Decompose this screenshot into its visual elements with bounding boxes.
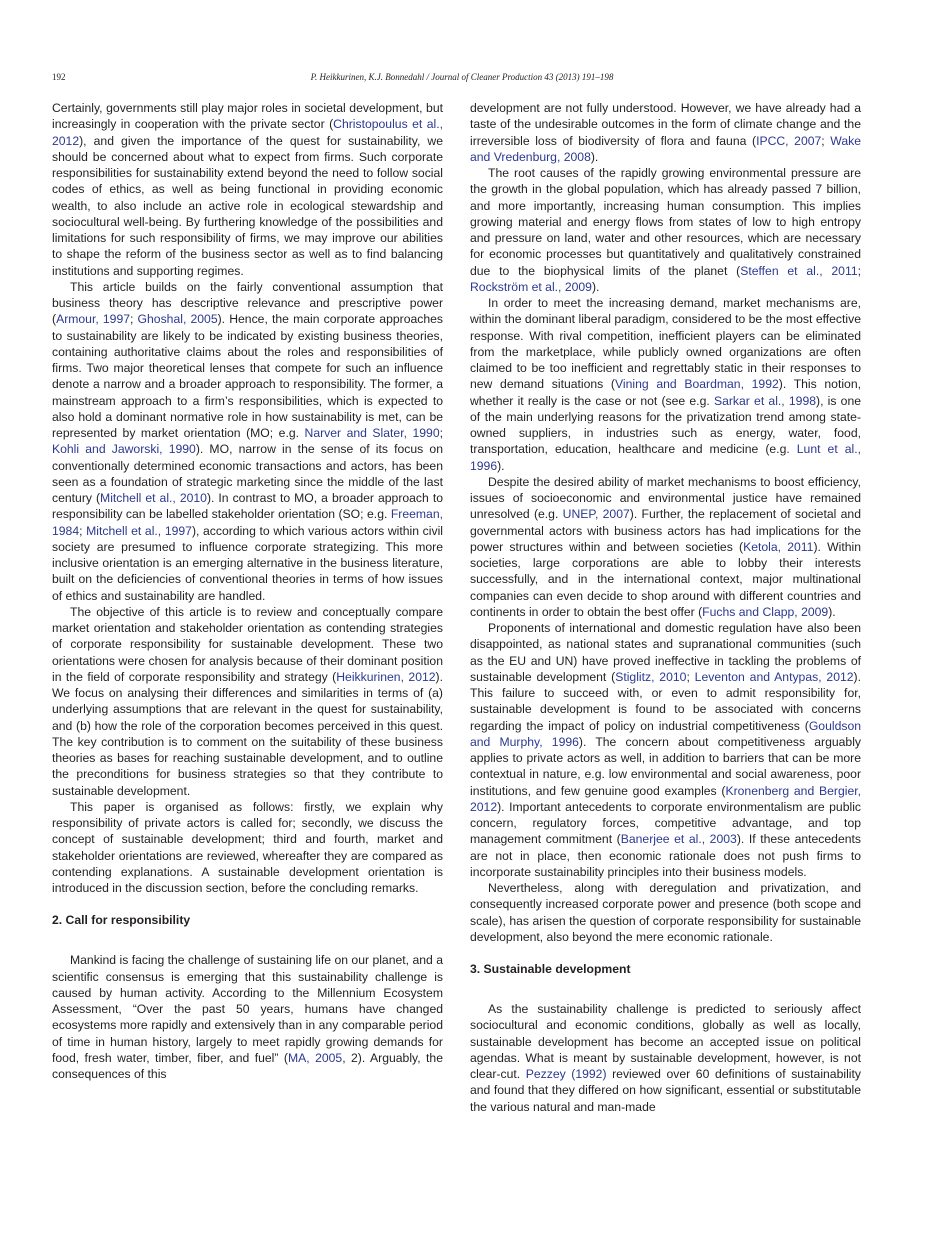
paragraph: Mankind is facing the challenge of sustaining life on our planet, and a scientific consensus is emerging that this sustainability challenge is caused by human activity. According to the Millennium Ecosystem Assessment, “Over the past 50 years, humans have changed ecosystems more rapidly and extensively than in any comparable period of time in human history, largely to meet rapidly growing demands for food, fresh water, timber, fiber, and fuel” (MA, 2005, 2). Arguably, the consequences of this: [52, 953, 443, 1081]
citation-link[interactable]: IPCC, 2007: [756, 133, 822, 148]
citation-link[interactable]: Mitchell et al., 1997: [86, 523, 192, 538]
paragraph: The root causes of the rapidly growing environmental pressure are the growth in the global population, which has already passed 7 billion, and more importantly, increasing human consumption. This implies growing material and energy flows from states of low to high entropy and pressure on land, water and other resources, which are necessary for economic processes but quantitatively and qualitatively constrained due to the biophysical limits of the planet (Steffen et al., 2011; Rockström et al., 2009).: [470, 166, 861, 294]
left-column: [52, 100, 443, 1082]
citation-link[interactable]: UNEP, 2007: [562, 507, 630, 522]
citation-link[interactable]: Vining and Boardman, 1992: [615, 377, 779, 392]
paragraph: Nevertheless, along with deregulation and privatization, and consequently increased corporate power and presence (both scope and scale), has arisen the question of corporate responsibility for sustainable development, also beyond the mere economic rationale.: [470, 881, 861, 944]
running-head: P. Heikkurinen, K.J. Bonnedahl / Journal of Cleaner Production 43 (2013) 191–198: [310, 72, 614, 82]
citation-link[interactable]: Narver and Slater, 1990: [304, 426, 440, 440]
citation-link[interactable]: MA, 2005: [287, 1050, 343, 1065]
citation-link[interactable]: Gouldson and Murphy, 1996: [470, 718, 861, 749]
paragraph: In order to meet the increasing demand, market mechanisms are, within the dominant liberal paradigm, considered to be the most effective response. With rival competition, inefficient players can be eliminated from the marketplace, while publicly owned organizations are often claimed to be too inefficient and regrettably static in their responses to new demand situations (Vining and Boardman, 1992). This notion, whether it really is the case or not (see e.g. Sarkar et al., 1998), is one of the main underlying reasons for the privatization trend among state-owned suppliers, in industries such as energy, water, food, transportation, education, healthcare and medicine (e.g. Lunt et al., 1996).: [470, 296, 862, 473]
citation-link[interactable]: Ghoshal, 2005: [137, 312, 218, 327]
citation-link[interactable]: Fuchs and Clapp, 2009: [702, 604, 829, 619]
paragraph: This article builds on the fairly conventional assumption that business theory has descriptive relevance and prescriptive power (Armour, 1997; Ghoshal, 2005). Hence, the main corporate approaches to sustainability are likely to be indicated by existing business theories, containing authoritative claims about the roles and responsibilities of firms. Two major theoretical lenses that compete for such an influence denote a narrow and a broader approach to responsibility. The former, a mainstream approach to a firm’s responsibilities, which is expected to also hold a dominant normative role in how sustainability is met, can be represented by market orientation (MO; e.g. Narver and Slater, 1990; Kohli and Jaworski, 1990). MO, narrow in the sense of its focus on conventionally determined economic transactions and actors, has been seen as a foundation of strategic marketing since the middle of the last century (Mitchell et al., 2010). In contrast to MO, a broader approach to responsibility can be labelled stakeholder orientation (SO; e.g. Freeman, 1984; Mitchell et al., 1997), according to which various actors within civil society are presumed to influence corporate strategizing. This more inclusive orientation is an emerging alternative in the business literature, built on the deficiencies of conventional theories in terms of how issues of ethics and sustainability are handled.: [52, 279, 443, 603]
citation-link[interactable]: Stiglitz, 2010: [615, 669, 687, 684]
citation-link[interactable]: Kohli and Jaworski, 1990: [52, 442, 196, 457]
paragraph: As the sustainability challenge is predicted to seriously affect sociocultural and economic conditions, globally as well as locally, sustainable development has become an accepted issue on political agendas. What is meant by sustainable development, however, is not clear-cut. Pezzey (1992) reviewed over 60 definitions of sustainability and found that they differed on how significant, essential or substitutable the various natural and man-made: [470, 1002, 861, 1114]
citation-link[interactable]: Steffen et al., 2011: [740, 263, 858, 278]
citation-link[interactable]: Pezzey (1992): [525, 1067, 607, 1081]
citation-link[interactable]: Kronenberg and Bergier, 2012: [470, 783, 861, 814]
citation-link[interactable]: Ketola, 2011: [743, 539, 814, 554]
citation-link[interactable]: Banerjee et al., 2003: [620, 832, 737, 847]
page-header: [52, 72, 872, 86]
paragraph: development are not fully understood. However, we have already had a taste of the undesirable outcomes in the form of climate change and the irreversible loss of biodiversity of flora and fauna (IPCC, 2007; Wake and Vredenburg, 2008).: [470, 101, 861, 164]
citation-link[interactable]: Rockström et al., 2009: [470, 279, 592, 294]
citation-link[interactable]: Freeman, 1984: [52, 507, 443, 538]
citation-link[interactable]: Wake and Vredenburg, 2008: [470, 133, 861, 164]
section-heading: 3. Sustainable development: [470, 962, 631, 976]
citation-link[interactable]: Sarkar et al., 1998: [713, 393, 817, 408]
paragraph: Certainly, governments still play major roles in societal development, but increasingly in cooperation with the private sector (Christopoulus et al., 2012), and given the importance of the quest for sustainability, we should be concerned about what to expect from firms. Such corporate responsibilities for sustainability extend beyond the need to follow social codes of ethics, as well as being functional in providing economic wealth, to also include an active role in ecological stewardship and sociocultural well-being. By furthering knowledge of the possibilities and limitations for such responsibility of firms, we may improve our abilities to shape the reform of the business sector as well as to find balancing institutions and supporting regimes.: [52, 101, 443, 278]
citation-link[interactable]: Leventon and Antypas, 2012: [694, 669, 854, 684]
page-number: 192: [52, 72, 66, 82]
paragraph: This paper is organised as follows: firstly, we explain why responsibility of private actors is called for; secondly, we discuss the concept of sustainable development; third and fourth, market and stakeholder orientations are reviewed, whereafter they are compared as contending explanations. A sustainable development orientation is introduced in the discussion section, before the concluding remarks.: [52, 799, 443, 895]
paragraph: Despite the desired ability of market mechanisms to boost efficiency, issues of socioeconomic and environmental justice have remained unresolved (e.g. UNEP, 2007). Further, the replacement of societal and governmental actors with business actors has had implications for the power structures within and between societies (Ketola, 2011). Within societies, large corporations are able to lobby their interests successfully, and in the international context, major multinational companies can even decide to shop around with different countries and continents in order to obtain the best offer (Fuchs and Clapp, 2009).: [470, 474, 861, 619]
citation-link[interactable]: Lunt et al., 1996: [470, 442, 861, 473]
citation-link[interactable]: Mitchell et al., 2010: [100, 491, 207, 505]
citation-link[interactable]: Armour, 1997: [56, 312, 130, 327]
citation-link[interactable]: Heikkurinen, 2012: [336, 669, 436, 684]
section-heading: 2. Call for responsibility: [52, 913, 191, 928]
paragraph: Proponents of international and domestic regulation have also been disappointed, as national states and supranational communities (such as the EU and UN) have proved ineffective in tackling the problems of sustainable development (Stiglitz, 2010; Leventon and Antypas, 2012). This failure to succeed with, or even to admit responsibility for, sustainable development is found to be associated with concerns regarding the impact of policy on industrial competitiveness (Gouldson and Murphy, 1996). The concern about competitiveness arguably applies to private actors as well, in addition to barriers that can be more contextual in nature, e.g. low environmental and social awareness, poor institutions, and few genuine good examples (Kronenberg and Bergier, 2012). Important antecedents to corporate environmentalism are public concern, regulatory forces, competitive advantage, and top management commitment (Banerjee et al., 2003). If these antecedents are not in place, then economic rationale does not push firms to incorporate sustainability principles into their business models.: [470, 621, 861, 879]
paragraph: The objective of this article is to review and conceptually compare market orientation and stakeholder orientation as contending strategies of corporate responsibility for sustainable development. These two orientations were chosen for analysis because of their dominant position in the field of corporate responsibility and strategy (Heikkurinen, 2012). We focus on analysing their differences and similarities in terms of (a) underlying assumptions that are relevant in the quest for sustainability, and (b) how the role of the corporation becomes perceived in this quest. The key contribution is to comment on the suitability of these business theories as bases for reaching sustainable development, and to outline the preconditions for business strategies so that they contribute to sustainable development.: [52, 604, 443, 798]
citation-link[interactable]: Christopoulus et al., 2012: [52, 117, 443, 148]
right-column: [470, 100, 861, 1115]
